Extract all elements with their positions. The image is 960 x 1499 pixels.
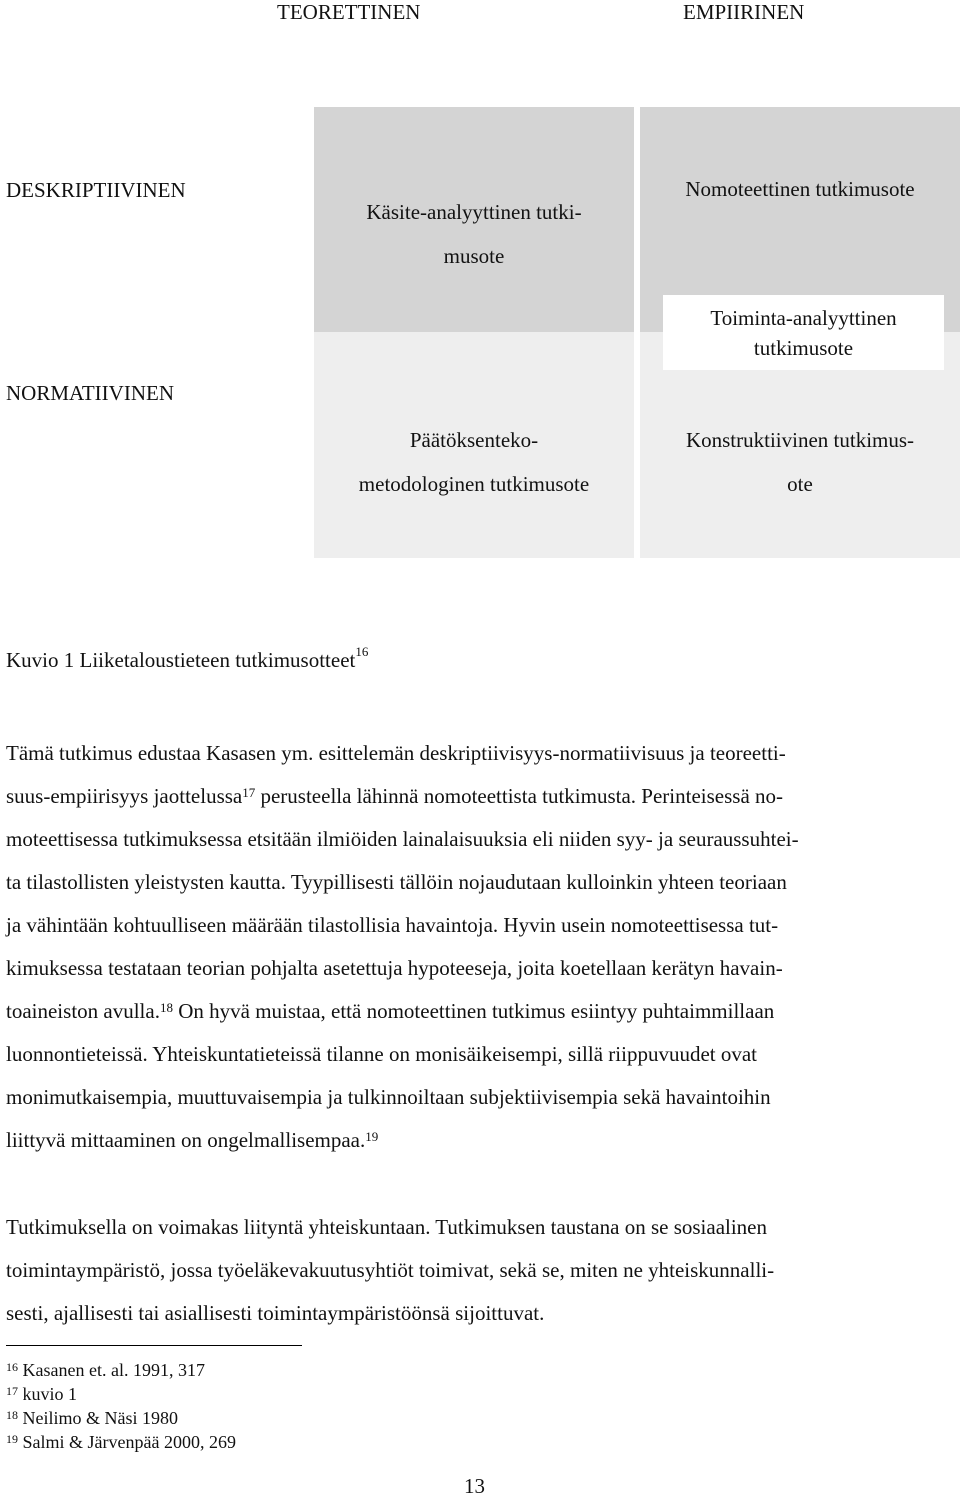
footnote-separator bbox=[6, 1345, 302, 1346]
action-analytic-label: Toiminta-analyyttinen tutkimusote bbox=[710, 306, 897, 360]
text-line: ta tilastollisten yleistysten kautta. Tyypillisesti tällöin nojaudutaan kulloinkin yhteen teoriaan bbox=[6, 870, 787, 894]
text-line: moteettisessa tutkimuksessa etsitään ilmiöiden lainalaisuuksia eli niiden syy- ja seuraussuhtei- bbox=[6, 827, 799, 851]
figure-caption: Kuvio 1 Liiketaloustieteen tutkimusotteet$^{16}$ bbox=[6, 644, 369, 672]
footnote-ref-17: 17 bbox=[242, 785, 256, 800]
text-line: toimintaympäristö, jossa työeläkevakuutusyhtiöt toimivat, sekä se, miten ne yhteiskunnalli- bbox=[6, 1258, 775, 1282]
text-line: ja vähintään kohtuulliseen määrään tilastollisia havaintoja. Hyvin usein nomoteettisessa tut- bbox=[6, 913, 779, 937]
concept-analytic-label: Käsite-analyyttinen tutki- musote bbox=[366, 200, 582, 268]
text-line: Tämä tutkimus edustaa Kasasen ym. esittelemän deskriptiivisyys-normatiivisuus ja teoreetti- bbox=[6, 741, 786, 765]
footnote-19: $^{19}$ Salmi & Järvenpää 2000, 269 bbox=[6, 1432, 236, 1452]
decision-methodology-label: Päätöksenteko- metodologinen tutkimusote bbox=[358, 428, 590, 496]
footnote-ref-19: 19 bbox=[365, 1129, 379, 1144]
footnote-ref-18: 18 bbox=[159, 1000, 173, 1015]
footnote-17: $^{17}$ kuvio 1 bbox=[6, 1384, 78, 1404]
row-header-descriptive: DESKRIPTIIVINEN bbox=[6, 178, 186, 202]
text-line: Tutkimuksella on voimakas liityntä yhteiskuntaan. Tutkimuksen taustana on se sosiaalinen bbox=[6, 1215, 768, 1239]
text-line: monimutkaisempia, muuttuvaisempia ja tulkinnoiltaan subjektiivisempia sekä havaintoihin bbox=[6, 1085, 771, 1109]
text-line: liittyvä mittaaminen on ongelmallisempaa.$^{19}$ bbox=[6, 1128, 379, 1152]
column-header-theoretical: TEORETTINEN bbox=[277, 0, 421, 24]
text-line: luonnontieteissä. Yhteiskuntatieteissä tilanne on monisäikeisempi, sillä riippuvuudet ovat bbox=[6, 1042, 758, 1066]
nomothetic-label: Nomoteettinen tutkimusote bbox=[685, 177, 915, 201]
text-line: sesti, ajallisesti tai asiallisesti toimintaympäristöönsä sijoittuvat. bbox=[6, 1301, 545, 1325]
text-line: toaineiston avulla.$^{18}$ On hyvä muistaa, että nomoteettinen tutkimus esiintyy puhtaimmillaan bbox=[6, 999, 775, 1023]
footnote-18: $^{18}$ Neilimo & Näsi 1980 bbox=[6, 1408, 178, 1428]
page-number: 13 bbox=[464, 1474, 485, 1498]
row-header-normative: NORMATIIVINEN bbox=[6, 381, 174, 405]
paragraph-nomothetic bbox=[6, 732, 954, 1162]
footnote-ref-16: 16 bbox=[355, 644, 369, 659]
text-line: kimuksessa testataan teorian pohjalta asetettuja hypoteeseja, joita koetellaan kerätyn havain- bbox=[6, 956, 783, 980]
column-header-empirical: EMPIIRINEN bbox=[683, 0, 805, 24]
paragraph-society bbox=[6, 1206, 954, 1335]
text-line: suus-empiirisyys jaottelussa$^{17}$ perusteella lähinnä nomoteettista tutkimusta. Perinteisessä no- bbox=[6, 784, 784, 808]
footnote-16: $^{16}$ Kasanen et. al. 1991, 317 bbox=[6, 1360, 205, 1380]
constructive-label: Konstruktiivinen tutkimus- ote bbox=[685, 428, 915, 496]
